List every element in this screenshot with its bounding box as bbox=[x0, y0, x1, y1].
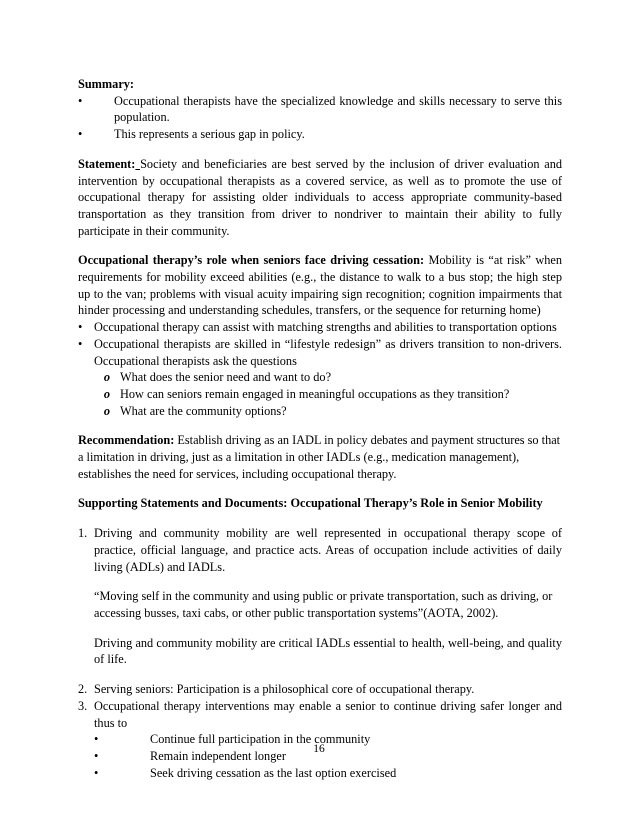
role-bullet-text: Occupational therapy can assist with matching strengths and abilities to transportation options bbox=[94, 320, 557, 335]
page-number: 16 bbox=[313, 743, 325, 755]
recommendation-paragraph bbox=[78, 432, 562, 482]
item3-bullet-text: Remain independent longer bbox=[150, 748, 286, 763]
role-paragraph bbox=[78, 252, 562, 319]
recommendation-label: Recommendation: bbox=[78, 433, 175, 448]
item-number: 3. bbox=[78, 698, 88, 713]
circle-bullet-icon: o bbox=[103, 370, 111, 385]
bullet-icon: • bbox=[78, 93, 83, 108]
question-item bbox=[78, 369, 562, 386]
document-page bbox=[78, 76, 562, 781]
item3-bullet bbox=[78, 765, 562, 782]
numbered-item-3 bbox=[78, 698, 562, 731]
numbered-item-2 bbox=[78, 681, 562, 698]
item1-quote: “Moving self in the community and using public or private transportation, such as driving, or accessing busses, taxi cabs, or other public transportation systems”(AOTA, 2002). bbox=[94, 589, 553, 620]
summary-bullet-text: This represents a serious gap in policy. bbox=[114, 127, 305, 142]
summary-bullet bbox=[78, 93, 562, 126]
item-number: 1. bbox=[78, 526, 88, 541]
item3-bullet-text: Seek driving cessation as the last option exercised bbox=[150, 765, 397, 780]
question-text: How can seniors remain engaged in meaningful occupations as they transition? bbox=[120, 386, 510, 401]
role-label: Occupational therapy’s role when seniors face driving cessation: bbox=[78, 253, 425, 268]
bullet-icon: • bbox=[94, 765, 99, 780]
circle-bullet-icon: o bbox=[103, 386, 111, 401]
item-text: Serving seniors: Participation is a philosophical core of occupational therapy. bbox=[94, 682, 475, 697]
role-bullet bbox=[78, 336, 562, 369]
circle-bullet-icon: o bbox=[103, 403, 111, 418]
summary-bullet bbox=[78, 126, 562, 143]
bullet-icon: • bbox=[94, 732, 99, 747]
role-bullet-text: Occupational therapists are skilled in “lifestyle redesign” as drivers transition to non-drivers. Occupational therapists ask the questions bbox=[94, 336, 562, 368]
role-bullet bbox=[78, 319, 562, 336]
role-text: Mobility is “at risk” when requirements for mobility exceed abilities (e.g., the distance to walk to a bus stop; the high step up to the van; problems with visual acuity impairing sign recognition; cognition impairments that hinder processing and understanding schedules, transfers, or the sequence for returning home) bbox=[78, 253, 562, 318]
summary-bullet-text: Occupational therapists have the specialized knowledge and skills necessary to serve this population. bbox=[114, 93, 562, 125]
item-number: 2. bbox=[78, 682, 88, 697]
bullet-icon: • bbox=[94, 748, 99, 763]
item-text: Occupational therapy interventions may enable a senior to continue driving safer longer and thus to bbox=[94, 698, 562, 730]
item-text: Driving and community mobility are well represented in occupational therapy scope of practice, official language, and practice acts. Areas of occupation include activities of daily living (ADLs) and IADLs. bbox=[94, 526, 562, 574]
summary-heading: Summary: bbox=[78, 77, 135, 91]
bullet-icon: • bbox=[78, 320, 83, 335]
item1-note: Driving and community mobility are critical IADLs essential to health, well-being, and quality of life. bbox=[94, 635, 562, 667]
question-text: What are the community options? bbox=[120, 403, 287, 418]
item3-bullet-text: Continue full participation in the community bbox=[150, 732, 371, 747]
bullet-icon: • bbox=[78, 127, 83, 142]
bullet-icon: • bbox=[78, 336, 83, 351]
recommendation-text: Establish driving as an IADL in policy debates and payment structures so that a limitation in driving, just as a limitation in other IADLs (e.g., medication management), establishes the need for services, including occupational therapy. bbox=[78, 433, 561, 481]
question-item bbox=[78, 403, 562, 420]
statement-label: Statement: bbox=[78, 156, 136, 171]
statement-text: Society and beneficiaries are best served by the inclusion of driver evaluation and intervention by occupational therapists as a covered service, as well as to promote the use of occupational therapy for assisting older individuals to access appropriate community-based transportation as they transition from driver to nondriver to maintain their ability to fully participate in their community. bbox=[78, 156, 562, 238]
statement-paragraph bbox=[78, 156, 562, 240]
question-item bbox=[78, 386, 562, 403]
question-text: What does the senior need and want to do? bbox=[120, 370, 332, 385]
supporting-heading: Supporting Statements and Documents: Occupational Therapy’s Role in Senior Mobility bbox=[78, 496, 543, 511]
numbered-item-1 bbox=[78, 525, 562, 575]
